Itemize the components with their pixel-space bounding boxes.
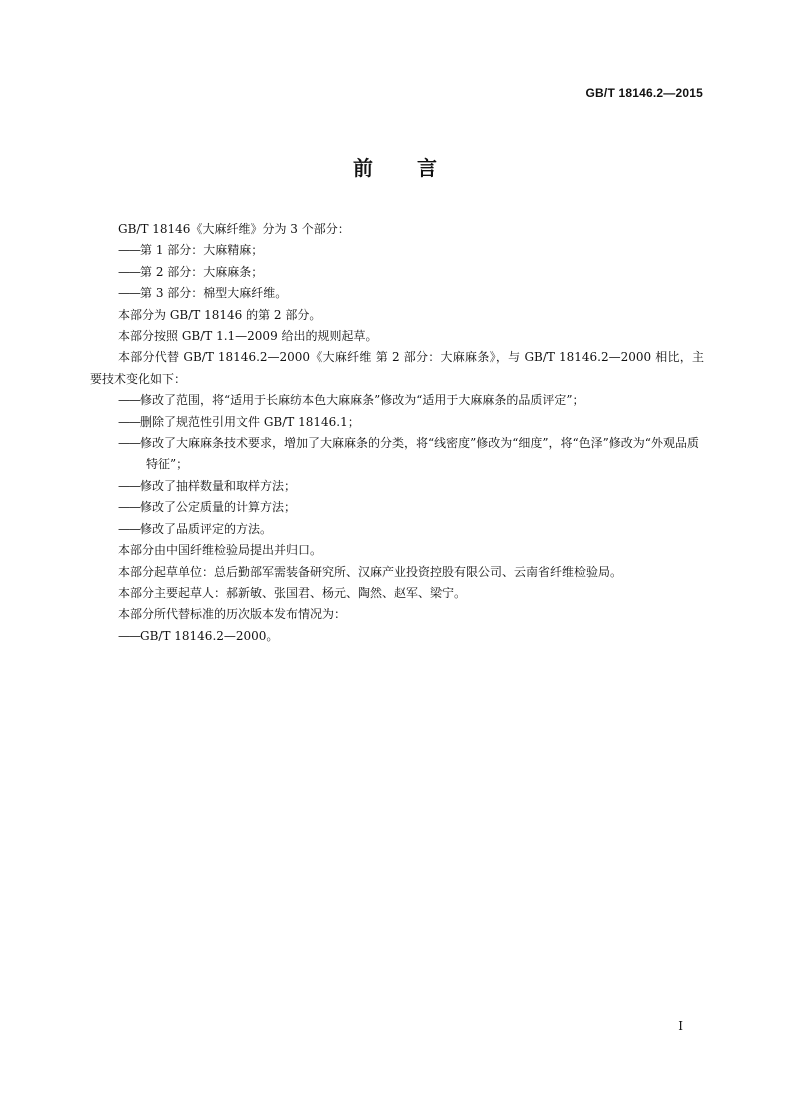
em-dash-marker: —— (118, 243, 140, 258)
em-dash-marker: —— (118, 521, 140, 536)
em-dash-marker: —— (118, 286, 140, 301)
em-dash-marker: —— (118, 393, 140, 408)
list-item-text: 修改了品质评定的方法。 (140, 521, 273, 536)
list-item (90, 476, 704, 497)
title-char-2: 言 (417, 156, 439, 180)
list-item (90, 240, 704, 261)
paragraph: GB/T 18146《大麻纤维》分为 3 个部分： (118, 222, 350, 236)
paragraph: 本部分按照 GB/T 1.1—2009 给出的规则起草。 (118, 329, 378, 344)
list-item (90, 497, 704, 518)
list-item-text: 第 2 部分：大麻麻条； (140, 264, 264, 279)
page-title (0, 152, 792, 181)
list-item-text: 第 1 部分：大麻精麻； (140, 243, 264, 258)
em-dash-marker: —— (118, 478, 140, 493)
list-item (90, 390, 704, 411)
em-dash-marker: —— (118, 436, 140, 451)
standard-number: GB/T 18146.2—2015 (585, 86, 703, 100)
list-item-text: 第 3 部分：棉型大麻纤维。 (140, 286, 288, 301)
title-char-1: 前 (353, 156, 375, 180)
list-item-text: 修改了大麻麻条技术要求，增加了大麻麻条的分类，将“线密度”修改为“细度”，将“色泽”修改为“外观品质特征”； (140, 436, 699, 472)
list-item (90, 412, 704, 433)
list-item (90, 433, 704, 476)
list-item-text: 修改了抽样数量和取样方法； (140, 478, 297, 493)
paragraph: 本部分由中国纤维检验局提出并归口。 (118, 543, 323, 558)
list-item (90, 262, 704, 283)
list-item (90, 626, 704, 647)
list-item-text: 删除了规范性引用文件 GB/T 18146.1； (140, 414, 360, 429)
em-dash-marker: —— (118, 264, 140, 279)
page-number: I (678, 1019, 683, 1033)
paragraph: 本部分代替 GB/T 18146.2—2000《大麻纤维 第 2 部分：大麻麻条》，与 GB/T 18146.2—2000 相比，主要技术变化如下： (90, 350, 704, 386)
list-item-text: GB/T 18146.2—2000。 (140, 628, 279, 643)
list-item-text: 修改了公定质量的计算方法； (140, 500, 297, 515)
foreword-body (90, 219, 704, 647)
list-item (90, 519, 704, 540)
paragraph: 本部分为 GB/T 18146 的第 2 部分。 (118, 307, 322, 322)
paragraph: 本部分所代替标准的历次版本发布情况为： (118, 607, 347, 622)
em-dash-marker: —— (118, 414, 140, 429)
paragraph: 本部分起草单位：总后勤部军需装备研究所、汉麻产业投资控股有限公司、云南省纤维检验局。 (118, 564, 623, 579)
list-item-text: 修改了范围，将“适用于长麻纺本色大麻麻条”修改为“适用于大麻麻条的品质评定”； (140, 393, 585, 408)
em-dash-marker: —— (118, 500, 140, 515)
list-item (90, 283, 704, 304)
paragraph: 本部分主要起草人：郝新敏、张国君、杨元、陶然、赵军、梁宁。 (118, 585, 467, 600)
em-dash-marker: —— (118, 628, 140, 643)
